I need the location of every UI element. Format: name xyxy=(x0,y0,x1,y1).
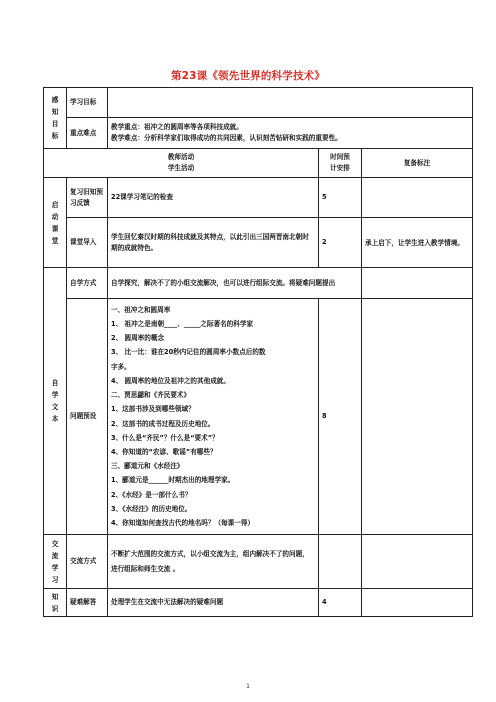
intro-content: 学生回忆秦汉时期的科技成就及其特点，以此引出三国两晋南北朝时期的成就特色。 xyxy=(108,218,319,268)
question-item: 三、郦道元和《水经注》 xyxy=(111,462,184,471)
exchange-content: 不断扩大范围的交流方式，以小组交流为主，组内解决不了的问题，进行组际和师生交流 。 xyxy=(108,535,319,589)
question-item: 1、这部书涉及到哪些领域？ xyxy=(111,405,195,414)
lesson-title: 第23课《领先世界的科学技术》 xyxy=(170,70,326,82)
key-points-row xyxy=(44,118,473,149)
key-label: 重点难点 xyxy=(67,118,108,149)
knowledge-row xyxy=(44,589,473,617)
question-item: 2、 圆周率的概念 xyxy=(111,334,165,343)
review-remark xyxy=(362,178,473,218)
activity-header: 教师活动 学生活动 xyxy=(44,149,319,178)
question-item: 1、 祖冲之是南朝____、_____之际著名的科学家 xyxy=(111,320,254,329)
key-point: 教学重点：祖冲之的圆周率等各项科技成就。 xyxy=(111,123,243,131)
exchange-time xyxy=(319,535,362,589)
question-item: 2、《水经》是一部什么书？ xyxy=(111,490,192,499)
question-item: 4、你知道如何查找古代的地名吗？（每课一得） xyxy=(111,518,255,527)
self-study-method-row xyxy=(44,268,473,299)
review-content: 22课学习笔记的检查 xyxy=(108,178,319,218)
review-time: 5 xyxy=(319,178,362,218)
question-item: 1、郦道元是______时期杰出的地理学家。 xyxy=(111,476,235,485)
remarks-header: 复备标注 xyxy=(362,149,473,178)
questions-remark xyxy=(362,299,473,535)
method-content: 自学探究，解决不了的小组交流解决，也可以进行组际交流。将疑难问题提出 xyxy=(108,268,362,299)
section-exchange: 交 流 学 习 xyxy=(44,535,67,589)
intro-label: 课堂导入 xyxy=(67,218,108,268)
question-item: 字多。 xyxy=(111,362,131,371)
intro-remark: 承上启下，让学生进入教学情境。 xyxy=(362,218,473,268)
header-row xyxy=(44,149,473,178)
section-self-study: 自 学 文 本 xyxy=(44,268,67,535)
intro-row xyxy=(44,218,473,268)
question-item: 3、 比一比：谁在20秒内记住的圆周率小数点后的数 xyxy=(111,348,266,357)
questions-time: 8 xyxy=(319,299,362,535)
exchange-row xyxy=(44,535,473,589)
questions-label: 问题预设 xyxy=(67,299,108,535)
question-item: 二、贾思勰和《齐民要术》 xyxy=(111,391,191,400)
study-goal-row xyxy=(44,88,473,118)
question-item: 一、祖冲之和圆周率 xyxy=(111,305,171,314)
questions-content xyxy=(108,299,319,535)
exchange-remark xyxy=(362,535,473,589)
study-goal-content xyxy=(108,88,473,118)
key-points-content xyxy=(108,118,473,149)
review-label: 复习旧知预习反馈 xyxy=(67,178,108,218)
method-remark xyxy=(362,268,473,299)
exchange-label: 交流方式 xyxy=(67,535,108,589)
knowledge-content: 处理学生在交流中无法解决的疑难问题 xyxy=(108,589,319,617)
questions-row xyxy=(44,299,473,535)
knowledge-label: 疑难解答 xyxy=(67,589,108,617)
question-item: 3、《水经注》的历史地位。 xyxy=(111,504,192,513)
question-item: 4、你知道的“农谚、歌谣”有哪些？ xyxy=(111,447,217,456)
method-label: 自学方式 xyxy=(67,268,108,299)
section-start: 启 动 课 堂 xyxy=(44,178,67,268)
difficult-point: 教学难点：分析科学家们取得成功的共同因素，认识刻苦钻研和实践的重要性。 xyxy=(111,134,342,142)
section-knowledge: 知 识 xyxy=(44,589,67,617)
study-goal-label: 学习目标 xyxy=(67,88,108,118)
lesson-plan-table xyxy=(43,87,473,617)
section-goals: 感 知 目 标 xyxy=(44,88,67,149)
question-item: 3、什么是“齐民”？什么是“要术”？ xyxy=(111,433,219,442)
question-item: 2、这部书的成书过程及历史地位。 xyxy=(111,419,215,428)
page-number: 1 xyxy=(246,683,250,690)
time-header: 时间预 计安排 xyxy=(319,149,362,178)
knowledge-time: 4 xyxy=(319,589,362,617)
question-item: 4、 圆周率的地位及祖冲之的其他成就。 xyxy=(111,376,230,385)
intro-time: 2 xyxy=(319,218,362,268)
review-row xyxy=(44,178,473,218)
knowledge-remark xyxy=(362,589,473,617)
